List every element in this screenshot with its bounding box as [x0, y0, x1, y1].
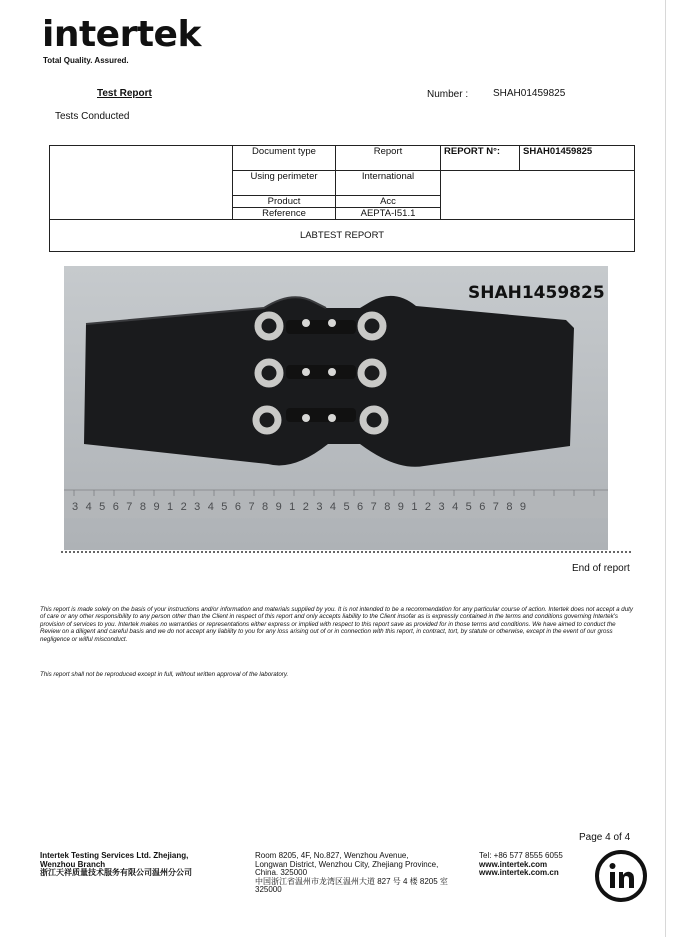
- footer-address: [255, 852, 470, 895]
- number-label: Number :: [427, 89, 469, 100]
- product-value: Acc: [336, 196, 441, 208]
- website-link[interactable]: www.intertek.com: [479, 859, 548, 869]
- address-line-2: Longwan District, Wenzhou City, Zhejiang Province,: [255, 859, 439, 869]
- company-line-2: Wenzhou Branch: [40, 859, 106, 869]
- report-info-table: [49, 145, 635, 252]
- blank-cell: [50, 146, 233, 220]
- report-title: Test Report: [97, 88, 152, 99]
- company-line-1: Intertek Testing Services Ltd. Zhejiang,: [40, 851, 189, 860]
- product-photo: [64, 266, 608, 550]
- intertek-in-logo-icon: [593, 848, 649, 909]
- reference-value: AEPTA-I51.1: [336, 208, 441, 220]
- address-line-5: 325000: [255, 885, 282, 894]
- address-line-1: Room 8205, 4F, No.827, Wenzhou Avenue,: [255, 851, 409, 860]
- document-type-value: Report: [336, 146, 441, 171]
- intertek-logo: intertek: [42, 14, 201, 55]
- end-of-report: End of report: [572, 563, 630, 574]
- address-line-3: China. 325000: [255, 868, 308, 877]
- disclaimer-text: This report is made solely on the basis of your instructions and/or information and materials supplied by you. It is not intended to be a recommendation for any particular course of action. Intertek does not accept a duty of care or any other responsibility to any person other than the Client in respect of this report and only accepts liability to the Client insofar as is expressly contained in the terms and conditions governing Intertek's provision of services to you. Intertek makes no warranties or representations either express or implied with respect to this report save as provided for in those terms and conditions. We have aimed to conduct the Review on a diligent and careful basis and we do not accept any liability to you for any loss arising out of or in connection with this report, in contract, tort, by statute or otherwise, except in the event of our gross negligence or wilful misconduct.: [40, 606, 633, 643]
- company-line-3: 浙江天祥质量技术服务有限公司温州分公司: [40, 868, 192, 877]
- number-value: SHAH01459825: [493, 88, 566, 99]
- footer-contact: [479, 852, 563, 878]
- report-no-label: REPORT N°:: [441, 146, 520, 171]
- labtest-report-row: LABTEST REPORT: [50, 220, 635, 252]
- reproduction-note: This report shall not be reproduced except in full, without written approval of the laboratory.: [40, 671, 289, 678]
- page-edge: [665, 0, 666, 937]
- using-perimeter-value: International: [336, 171, 441, 196]
- ruler-numbers: 3 4 5 6 7 8 9 1 2 3 4 5 6 7 8 9 1 2 3 4 5 6 7 8 9 1 2 3 4 5 6 7 8 9: [72, 501, 529, 513]
- tests-conducted: Tests Conducted: [55, 111, 130, 122]
- empty-cell: [441, 171, 635, 220]
- sample-label: SHAH1459825: [468, 283, 605, 303]
- using-perimeter-label: Using perimeter: [233, 171, 336, 196]
- footer-company: [40, 852, 192, 878]
- separator-line: [61, 551, 631, 559]
- belt-photo-graphic: [64, 266, 608, 550]
- telephone: Tel: +86 577 8555 6055: [479, 851, 563, 860]
- product-label: Product: [233, 196, 336, 208]
- logo-tagline: Total Quality. Assured.: [43, 56, 129, 65]
- website-cn-link[interactable]: www.intertek.com.cn: [479, 868, 559, 877]
- address-line-4: 中国浙江省温州市龙湾区温州大道 827 号 4 楼 8205 室: [255, 876, 448, 886]
- report-no-value: SHAH01459825: [520, 146, 635, 171]
- page-number: Page 4 of 4: [579, 832, 631, 843]
- document-type-label: Document type: [233, 146, 336, 171]
- reference-label: Reference: [233, 208, 336, 220]
